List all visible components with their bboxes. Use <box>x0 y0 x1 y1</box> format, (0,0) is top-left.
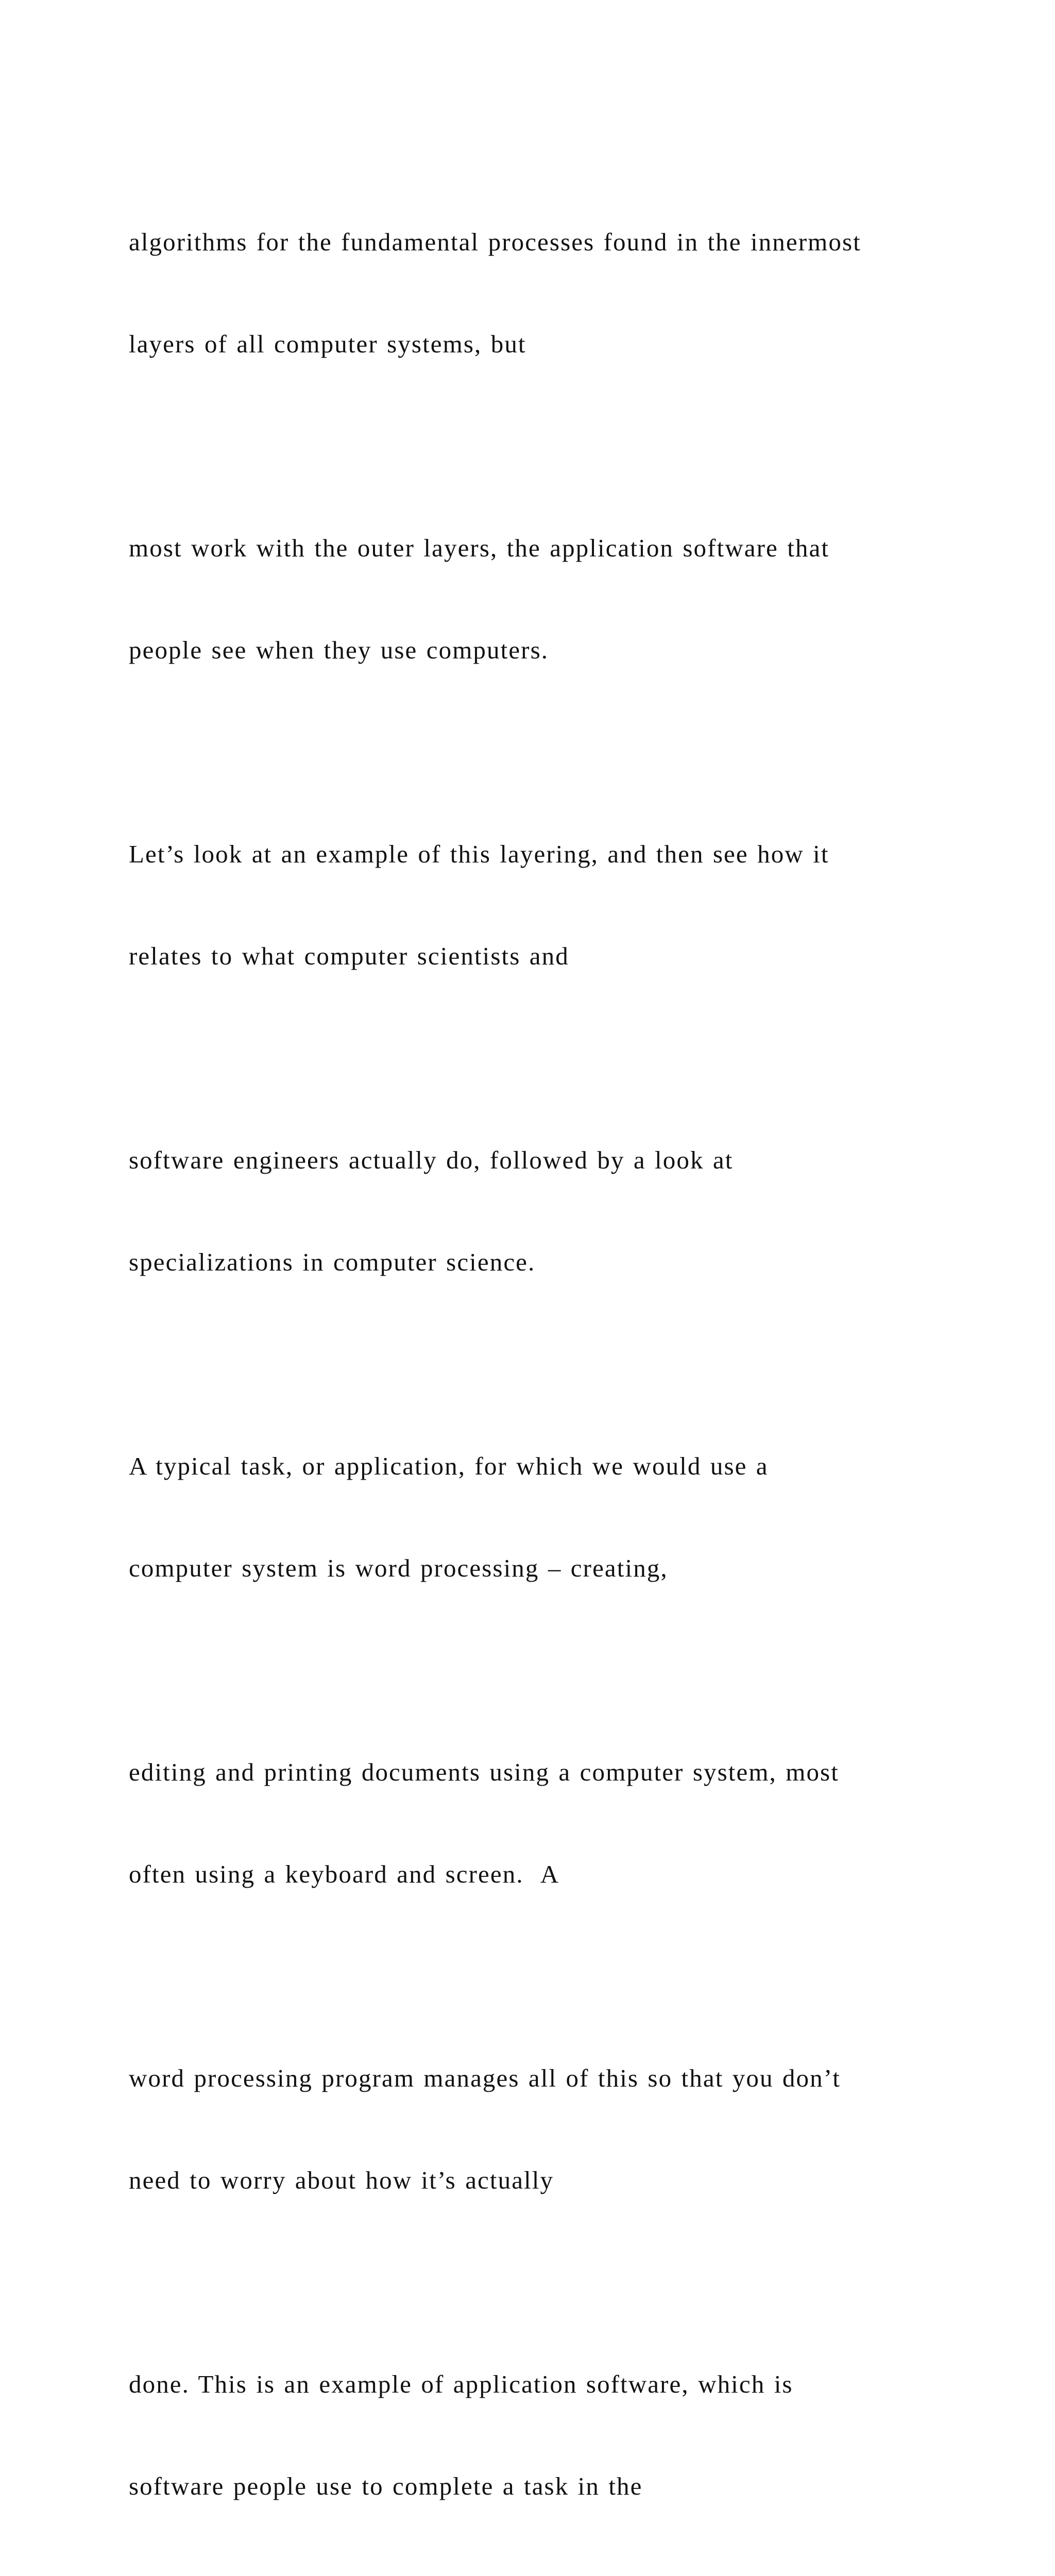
text-line: algorithms for the fundamental processes found in the innermost <box>129 228 861 256</box>
text-line: software engineers actually do, followed by a look at <box>129 1146 734 1174</box>
paragraph <box>129 1993 1005 2265</box>
text-line: done. This is an example of application software, which is <box>129 2370 793 2398</box>
text-line: people see when they use computers. <box>129 636 549 664</box>
text-line: software people use to complete a task in the <box>129 2472 643 2500</box>
text-line: need to worry about how it’s actually <box>129 2166 554 2194</box>
paragraph <box>129 157 1005 429</box>
paragraph <box>129 2299 1005 2571</box>
text-line: A typical task, or application, for which we would use a <box>129 1452 769 1480</box>
paragraph <box>129 463 1005 735</box>
text-line: layers of all computer systems, but <box>129 330 526 358</box>
text-line: most work with the outer layers, the application software that <box>129 534 830 562</box>
paragraph <box>129 1381 1005 1653</box>
text-line: word processing program manages all of this so that you don’t <box>129 2064 841 2092</box>
paragraph <box>129 769 1005 1041</box>
text-line: editing and printing documents using a computer system, most <box>129 1758 839 1786</box>
text-line: relates to what computer scientists and <box>129 942 569 970</box>
paragraph <box>129 1687 1005 1959</box>
text-line: Let’s look at an example of this layering, and then see how it <box>129 840 829 868</box>
text-line: often using a keyboard and screen. A <box>129 1860 560 1888</box>
text-line: computer system is word processing – creating, <box>129 1554 668 1582</box>
paragraph <box>129 1075 1005 1347</box>
text-line: specializations in computer science. <box>129 1248 536 1276</box>
body-text <box>129 157 1005 2576</box>
